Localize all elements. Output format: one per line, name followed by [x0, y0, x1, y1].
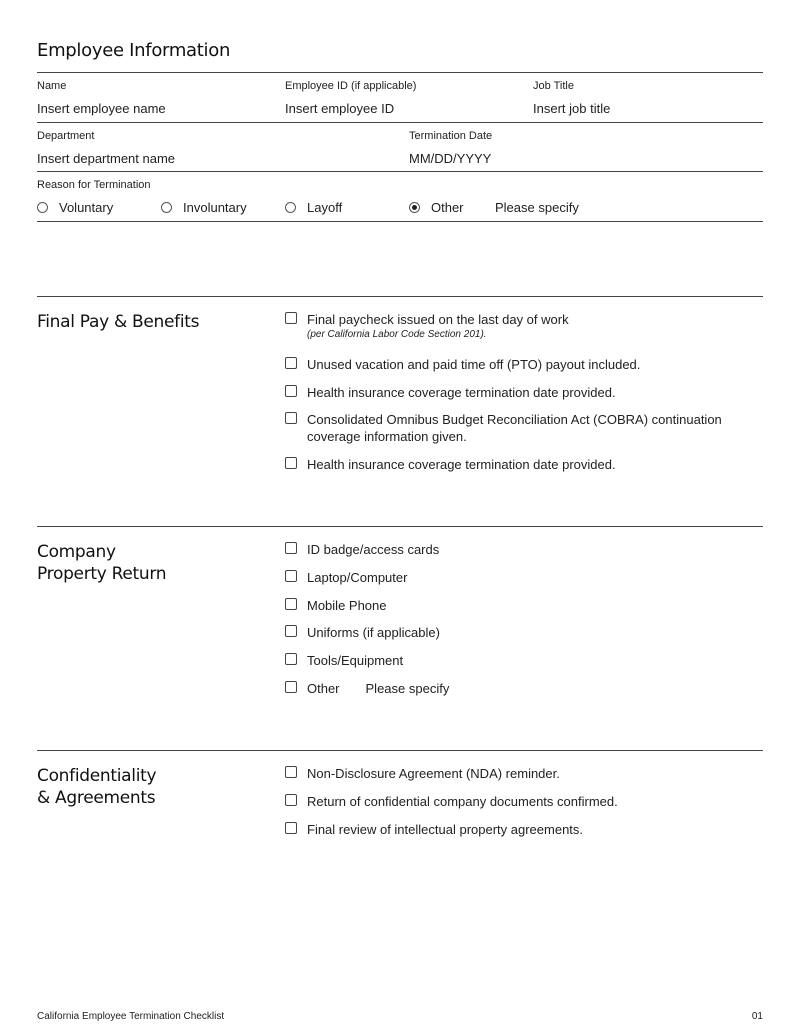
radio-selected-icon	[409, 202, 420, 213]
checkbox-icon	[285, 357, 297, 369]
job-title-label: Job Title	[533, 80, 574, 92]
checkbox-label: Other	[307, 681, 340, 696]
reason-label: Reason for Termination	[37, 179, 151, 191]
section-title-employee-information: Employee Information	[37, 40, 231, 61]
reason-other-specify-field[interactable]: Please specify	[495, 200, 579, 215]
radio-label: Other	[431, 200, 464, 215]
checkbox-label: Health insurance coverage termination date provided.	[307, 385, 616, 400]
divider	[37, 750, 763, 751]
checkbox-label: Tools/Equipment	[307, 653, 404, 668]
divider	[37, 221, 763, 222]
radio-label: Involuntary	[183, 200, 247, 215]
radio-layoff[interactable]	[285, 200, 342, 215]
checkbox-label: Unused vacation and paid time off (PTO) payout included.	[307, 357, 641, 372]
checkbox-tools[interactable]	[285, 652, 755, 669]
checkbox-label: Laptop/Computer	[307, 570, 408, 585]
divider	[37, 72, 763, 73]
checkbox-icon	[285, 385, 297, 397]
checkbox-health-insurance[interactable]	[285, 384, 755, 401]
checkbox-icon	[285, 457, 297, 469]
checkbox-uniforms[interactable]	[285, 624, 755, 641]
divider	[37, 526, 763, 527]
checkbox-id-badge[interactable]	[285, 541, 755, 558]
name-field[interactable]: Insert employee name	[37, 101, 166, 116]
checkbox-label: Final review of intellectual property agreements.	[307, 822, 584, 837]
checkbox-confidential-docs[interactable]	[285, 793, 755, 810]
checkbox-ip-agreements[interactable]	[285, 821, 755, 838]
checkbox-label: Return of confidential company documents confirmed.	[307, 794, 618, 809]
checkbox-final-paycheck[interactable]	[285, 311, 755, 342]
checkbox-health-insurance-2[interactable]	[285, 456, 755, 473]
checkbox-property-other[interactable]	[285, 680, 755, 697]
section-title-final-pay: Final Pay & Benefits	[37, 312, 200, 332]
radio-voluntary[interactable]	[37, 200, 113, 215]
checkbox-icon	[285, 312, 297, 324]
checkbox-note: (per California Labor Code Section 201).	[307, 329, 487, 340]
checkbox-icon	[285, 542, 297, 554]
property-other-specify-field[interactable]: Please specify	[365, 681, 450, 696]
checkbox-pto-payout[interactable]	[285, 356, 755, 373]
employee-id-field[interactable]: Insert employee ID	[285, 101, 395, 116]
checkbox-icon	[285, 822, 297, 834]
checkbox-label: Non-Disclosure Agreement (NDA) reminder.	[307, 766, 560, 781]
checkbox-icon	[285, 412, 297, 424]
checkbox-icon	[285, 766, 297, 778]
radio-circle-icon	[285, 202, 296, 213]
checkbox-icon	[285, 598, 297, 610]
divider	[37, 171, 763, 172]
checkbox-icon	[285, 570, 297, 582]
checkbox-mobile-phone[interactable]	[285, 597, 755, 614]
checkbox-label: Health insurance coverage termination date provided.	[307, 457, 616, 472]
radio-other[interactable]	[409, 200, 464, 215]
employee-id-label: Employee ID (if applicable)	[285, 80, 417, 92]
radio-circle-icon	[161, 202, 172, 213]
termination-date-label: Termination Date	[409, 130, 493, 142]
section-title-property-line1: Company	[37, 542, 116, 562]
radio-label: Voluntary	[59, 200, 114, 215]
checkbox-laptop[interactable]	[285, 569, 755, 586]
checkbox-label: Uniforms (if applicable)	[307, 625, 440, 640]
checkbox-icon	[285, 625, 297, 637]
checkbox-icon	[285, 653, 297, 665]
checkbox-label: Final paycheck issued on the last day of work	[307, 312, 569, 327]
checkbox-label: Mobile Phone	[307, 598, 387, 613]
page-number: 01	[751, 1011, 763, 1022]
checkbox-label: Consolidated Omnibus Budget Reconciliation Act (COBRA) continuation coverage information given.	[307, 412, 722, 444]
footer-title: California Employee Termination Checklist	[37, 1011, 225, 1022]
radio-involuntary[interactable]	[161, 200, 247, 215]
checkbox-label: ID badge/access cards	[307, 542, 440, 557]
divider	[37, 122, 763, 123]
job-title-field[interactable]: Insert job title	[533, 101, 611, 116]
checkbox-nda[interactable]	[285, 765, 755, 782]
radio-circle-icon	[37, 202, 48, 213]
divider	[37, 296, 763, 297]
name-label: Name	[37, 80, 67, 92]
checkbox-icon	[285, 794, 297, 806]
checkbox-cobra[interactable]	[285, 411, 755, 445]
department-label: Department	[37, 130, 95, 142]
section-title-confidentiality-line2: & Agreements	[37, 788, 156, 808]
section-title-confidentiality-line1: Confidentiality	[37, 766, 157, 786]
checkbox-icon	[285, 681, 297, 693]
section-title-property-line2: Property Return	[37, 564, 167, 584]
termination-date-field[interactable]: MM/DD/YYYY	[409, 151, 492, 166]
radio-label: Layoff	[307, 200, 343, 215]
department-field[interactable]: Insert department name	[37, 151, 176, 166]
